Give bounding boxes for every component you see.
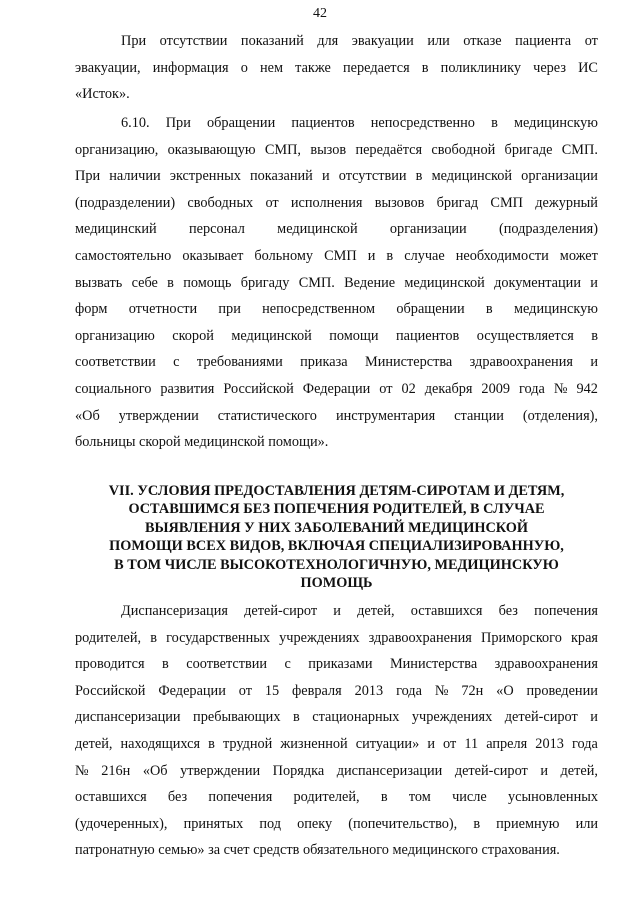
word: и: [590, 709, 598, 726]
word: детей,: [357, 603, 395, 619]
word: При: [165, 115, 191, 131]
word: здравоохранения: [469, 354, 573, 371]
word: и: [333, 603, 341, 619]
word: медицинской: [431, 168, 513, 185]
word: том: [408, 789, 431, 806]
word: под: [259, 815, 281, 832]
word: Федерации: [158, 682, 226, 699]
word: свободных: [187, 194, 254, 211]
word: детей-сирот: [454, 762, 528, 779]
word: СМП: [490, 194, 523, 211]
paragraph-line: больницы скорой медицинской помощи».: [75, 434, 329, 451]
word: апреля: [486, 735, 528, 752]
word: проводится: [75, 656, 145, 673]
word: Российской: [223, 380, 294, 397]
word: находящихся: [120, 735, 201, 752]
word: детей-сирот: [244, 603, 318, 619]
word: показаний: [240, 33, 304, 49]
word: ситуации»: [355, 735, 420, 752]
paragraph-line: «Исток».: [75, 86, 130, 103]
word: инструментария: [335, 407, 436, 424]
word: о: [240, 59, 248, 76]
word: оказывающую: [167, 141, 256, 158]
heading-line: ПОМОЩИ ВСЕХ ВИДОВ, ВКЛЮЧАЯ СПЕЦИАЛИЗИРОВАННУЮ,: [109, 538, 564, 555]
word: медицинскую: [513, 301, 598, 318]
heading-line: В ТОМ ЧИСЛЕ ВЫСОКОТЕХНОЛОГИЧНУЮ, МЕДИЦИНСКУЮ: [114, 556, 559, 573]
word: Федерации: [302, 380, 371, 397]
word: медицинской: [277, 221, 358, 238]
word: может: [559, 247, 598, 264]
word: и: [427, 735, 435, 752]
word: в: [386, 247, 394, 264]
word: в: [162, 656, 169, 673]
word: от: [265, 194, 279, 211]
word: 72н: [461, 682, 484, 699]
paragraph-6-10: [75, 110, 598, 456]
word: бригаде: [504, 141, 553, 158]
word: дежурный: [535, 194, 598, 211]
word: СМП: [324, 247, 357, 264]
word: организацию: [75, 327, 155, 344]
word: исполнения: [290, 194, 363, 211]
word: детей,: [560, 762, 598, 779]
word: При: [121, 33, 147, 49]
word: детей-сирот: [504, 709, 578, 726]
word: «О: [496, 682, 514, 699]
word: При: [75, 168, 101, 185]
word: вызвать: [75, 274, 123, 291]
word: (подразделения): [498, 221, 598, 238]
word: отчетности: [128, 301, 198, 318]
paragraph-line: [75, 137, 598, 164]
word: в: [485, 301, 493, 318]
word: и: [540, 762, 548, 779]
word: Диспансеризация: [121, 603, 228, 619]
word: передается: [343, 59, 410, 76]
paragraph-line: [75, 349, 598, 376]
paragraph-line: [75, 270, 598, 297]
paragraph-evacuation: [75, 28, 598, 108]
word: от: [379, 380, 393, 397]
paragraph-line: [75, 190, 598, 217]
word: стационарных: [312, 709, 400, 726]
word: без: [167, 789, 188, 806]
paragraph-line: [75, 625, 598, 652]
word: оказывает: [182, 247, 244, 264]
word: 2009: [481, 380, 511, 397]
word: обращении: [396, 301, 465, 318]
word: организацию,: [75, 141, 159, 158]
paragraph-line: [75, 110, 598, 137]
word: принятых: [183, 815, 244, 832]
word: приемную: [496, 815, 560, 832]
word: в: [292, 709, 300, 726]
word: приказа: [300, 354, 348, 371]
word: утверждении: [118, 407, 199, 424]
word: утверждении: [180, 762, 261, 779]
word: 11: [464, 735, 479, 752]
word: в: [167, 274, 174, 291]
paragraph-line: [75, 811, 598, 838]
word: наличии: [109, 168, 161, 185]
section-heading-vii: [75, 482, 598, 592]
word: показаний: [250, 168, 313, 185]
word: года: [518, 380, 545, 397]
word: и: [590, 274, 598, 291]
heading-line: ПОМОЩЬ: [300, 575, 373, 592]
word: в: [421, 59, 429, 76]
word: родителей,: [293, 789, 360, 806]
word: от: [443, 735, 457, 752]
word: 2013: [354, 682, 384, 699]
word: персонал: [188, 221, 245, 238]
word: с: [173, 354, 180, 371]
word: родителей,: [75, 629, 142, 646]
word: экстренных: [169, 168, 241, 185]
word: здравоохранения: [494, 656, 598, 673]
word: приказами: [308, 656, 373, 673]
word: года: [571, 735, 598, 752]
paragraph-line: [75, 243, 598, 270]
word: отсутствии: [338, 168, 407, 185]
word: в: [491, 115, 498, 131]
word: в: [473, 815, 481, 832]
word: 6.10.: [121, 115, 150, 131]
word: края: [570, 629, 598, 646]
paragraph-dispensarization: [75, 598, 598, 864]
word: необходимости: [455, 247, 549, 264]
word: вызовов: [374, 194, 425, 211]
paragraph-line: [75, 28, 598, 55]
word: усыновленных: [507, 789, 598, 806]
word: Министерства: [365, 354, 453, 371]
word: Российской: [75, 682, 146, 699]
word: оставшихся: [410, 603, 483, 619]
word: социального: [75, 380, 152, 397]
word: соответствии: [75, 354, 156, 371]
word: в: [591, 327, 598, 344]
word: оставшихся: [75, 789, 147, 806]
word: эвакуации,: [75, 59, 141, 76]
word: медицинскую: [513, 115, 598, 131]
paragraph-line: [75, 296, 598, 323]
word: 942: [576, 380, 598, 397]
word: развития: [160, 380, 215, 397]
word: без: [498, 603, 518, 619]
word: также: [295, 59, 331, 76]
word: Порядка: [272, 762, 325, 779]
word: СМП,: [264, 141, 302, 158]
word: года: [396, 682, 422, 699]
word: осуществляется: [476, 327, 574, 344]
word: и: [590, 354, 598, 371]
word: помощь: [183, 274, 232, 291]
word: и: [367, 247, 376, 264]
word: от: [238, 682, 252, 699]
word: соответствии: [186, 656, 268, 673]
word: пациента: [515, 33, 572, 49]
word: ИС: [578, 59, 598, 76]
word: 216н: [101, 762, 131, 779]
word: государственных: [166, 629, 270, 646]
page-number: 42: [313, 6, 327, 21]
word: статистического: [217, 407, 317, 424]
word: вызов: [310, 141, 347, 158]
word: (удочеренных),: [75, 815, 168, 832]
word: поликлинику: [440, 59, 521, 76]
word: при: [218, 301, 241, 318]
word: с: [284, 656, 291, 673]
word: (попечительство),: [348, 815, 458, 832]
word: «Об: [142, 762, 168, 779]
heading-line: VII. УСЛОВИЯ ПРЕДОСТАВЛЕНИЯ ДЕТЯМ-СИРОТАМ И ДЕТЯМ,: [108, 483, 565, 499]
paragraph-line: патронатную семью» за счет средств обязательного медицинского страхования.: [75, 842, 560, 859]
word: диспансеризации: [75, 709, 181, 726]
word: и: [321, 168, 330, 185]
word: непосредственном: [262, 301, 376, 318]
word: 15: [264, 682, 280, 699]
word: пациентов: [291, 115, 355, 131]
word: или: [575, 815, 598, 832]
paragraph-line: [75, 758, 598, 785]
paragraph-line: [75, 678, 598, 705]
word: бригаду: [240, 274, 290, 291]
word: или: [427, 33, 450, 49]
word: числе: [452, 789, 487, 806]
word: детей,: [75, 735, 113, 752]
word: учреждениях: [279, 629, 360, 646]
paragraph-line: [75, 651, 598, 678]
word: в: [150, 629, 157, 646]
word: в: [415, 168, 423, 185]
word: 2013: [535, 735, 564, 752]
word: отказе: [463, 33, 502, 49]
word: отсутствии: [159, 33, 228, 49]
paragraph-line: [75, 163, 598, 190]
word: февраля: [292, 682, 342, 699]
word: от: [584, 33, 598, 49]
word: документации: [494, 274, 581, 291]
word: в: [380, 789, 388, 806]
word: Министерства: [389, 656, 478, 673]
paragraph-line: [75, 704, 598, 731]
word: (отделения),: [522, 407, 598, 424]
word: проведении: [526, 682, 598, 699]
word: медицинской: [231, 327, 312, 344]
word: №: [434, 682, 449, 699]
word: свободной: [431, 141, 496, 158]
word: медицинский: [75, 221, 157, 238]
word: для: [317, 33, 339, 49]
word: скорой: [172, 327, 214, 344]
word: форм: [75, 301, 108, 318]
paragraph-line: [75, 216, 598, 243]
heading-line: ВЫЯВЛЕНИЯ У НИХ ЗАБОЛЕВАНИЙ МЕДИЦИНСКОЙ: [144, 519, 529, 536]
word: бригад: [436, 194, 479, 211]
word: информация: [152, 59, 229, 76]
heading-line: ОСТАВШИМСЯ БЕЗ ПОПЕЧЕНИЯ РОДИТЕЛЕЙ, В СЛУЧАЕ: [128, 501, 545, 518]
word: организации: [389, 221, 467, 238]
word: через: [533, 59, 566, 76]
word: попечения: [208, 789, 273, 806]
word: учреждениях: [411, 709, 493, 726]
word: обращении: [207, 115, 276, 131]
word: требованиями: [196, 354, 283, 371]
word: (подразделении): [75, 194, 176, 211]
word: пребывающих: [193, 709, 281, 726]
word: здравоохранения: [368, 629, 472, 646]
word: нем: [259, 59, 284, 76]
paragraph-line: [75, 403, 598, 430]
word: эвакуации: [351, 33, 414, 49]
word: жизненной: [280, 735, 348, 752]
paragraph-line: [75, 323, 598, 350]
word: помощи: [329, 327, 379, 344]
word: попечения: [534, 603, 598, 619]
word: №: [553, 380, 568, 397]
word: СМП.: [561, 141, 598, 158]
word: №: [75, 762, 89, 779]
word: передаётся: [355, 141, 423, 158]
paragraph-line: [75, 784, 598, 811]
word: случае: [404, 247, 445, 264]
word: больному: [254, 247, 314, 264]
word: себе: [131, 274, 158, 291]
word: «Об: [75, 407, 100, 424]
paragraph-line: [75, 55, 598, 82]
paragraph-line: [75, 598, 598, 625]
word: непосредственно: [370, 115, 475, 131]
paragraph-line: [75, 376, 598, 403]
word: самостоятельно: [75, 247, 172, 264]
word: трудной: [222, 735, 273, 752]
word: опеку: [297, 815, 333, 832]
word: 02: [401, 380, 416, 397]
word: декабря: [424, 380, 473, 397]
word: СМП.: [298, 274, 335, 291]
word: диспансеризации: [336, 762, 443, 779]
paragraph-line: [75, 731, 598, 758]
word: пациентов: [396, 327, 460, 344]
word: медицинской: [404, 274, 485, 291]
word: Ведение: [344, 274, 396, 291]
word: организации: [521, 168, 598, 185]
word: в: [208, 735, 215, 752]
word: Приморского: [481, 629, 562, 646]
word: станции: [454, 407, 504, 424]
